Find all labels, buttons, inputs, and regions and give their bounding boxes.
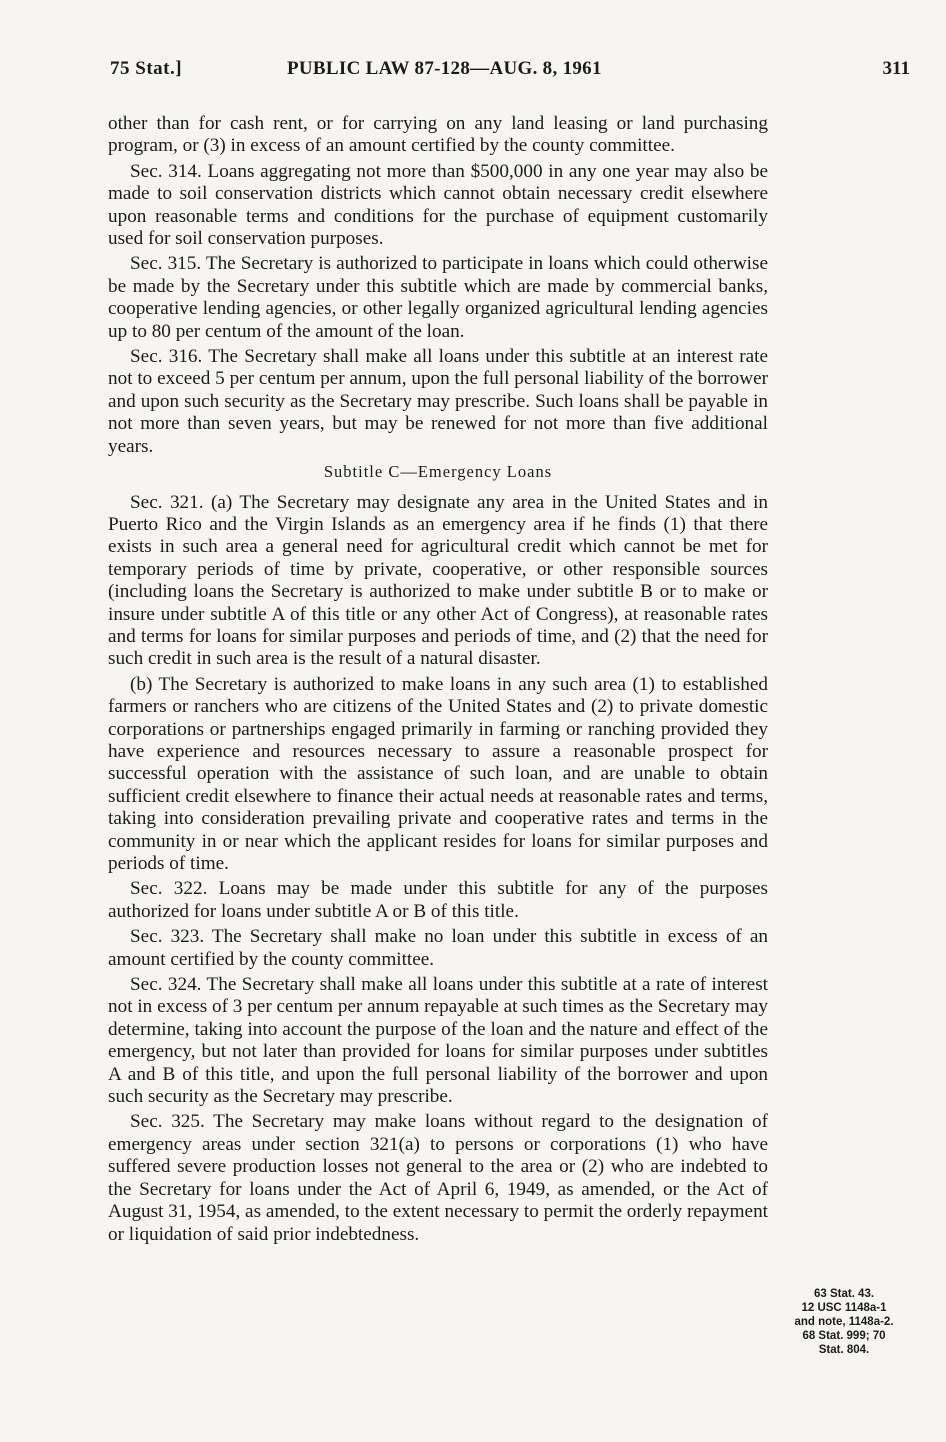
citation-line: and note, 1148a-2. <box>794 1316 894 1328</box>
section-316: Sec. 316. The Secretary shall make all loans under this subtitle at an interest rate not to exceed 5 per centum per annum, upon the full personal liability of the borrower and upon such security as the Secretary may prescribe. Such loans shall be payable in not more than seven years, but may be renewed for not more than five additional years. <box>108 346 768 457</box>
body-text <box>108 113 768 1249</box>
paragraph: other than for cash rent, or for carrying on any land leasing or land purchasing program, or (3) in excess of an amount certified by the county committee. <box>108 113 768 157</box>
section-315: Sec. 315. The Secretary is authorized to participate in loans which could otherwise be made by the Secretary under this subtitle which are made by commercial banks, cooperative lending agencies, or other legally organized agricultural lending agencies up to 80 per centum of the amount of the loan. <box>108 253 768 342</box>
citation-line: 63 Stat. 43. <box>813 1288 875 1300</box>
page-title: PUBLIC LAW 87-128—AUG. 8, 1961 <box>287 58 602 79</box>
margin-citation <box>775 1287 913 1357</box>
section-321b: (b) The Secretary is authorized to make loans in any such area (1) to established farmers or ranchers who are citizens of the United States and (2) to private domestic corporations or partnerships engaged primarily in farming or ranching provided they have experience and resources necessary to assure a reasonable prospect for successful operation with the assistance of such loan, and are unable to obtain sufficient credit elsewhere to finance their actual needs at reasonable rates and terms, taking into consideration prevailing private and cooperative rates and terms in the community in or near which the applicant resides for loans for similar purposes and periods of time. <box>108 673 768 874</box>
page-number: 311 <box>882 58 910 79</box>
citation-line: 68 Stat. 999; 70 <box>802 1330 886 1342</box>
citation-line: Stat. 804. <box>818 1344 870 1356</box>
volume-reference: 75 Stat.] <box>110 58 183 79</box>
section-314: Sec. 314. Loans aggregating not more than $500,000 in any one year may also be made to soil conservation districts which cannot obtain necessary credit elsewhere upon reasonable terms and conditions for the purchase of equipment customarily used for soil conservation purposes. <box>108 160 768 250</box>
page-header <box>110 58 910 90</box>
section-324: Sec. 324. The Secretary shall make all loans under this subtitle at a rate of interest not in excess of 3 per centum per annum repayable at such times as the Secretary may determine, taking into account the purpose of the loan and the nature and effect of the emergency, but not later than provided for loans for similar purposes under subtitles A and B of this title, and upon the full personal liability of the borrower and upon such security as the Secretary may prescribe. <box>108 974 768 1108</box>
section-321a: Sec. 321. (a) The Secretary may designate any area in the United States and in Puerto Rico and the Virgin Islands as an emergency area if he finds (1) that there exists in such area a general need for agricultural credit which cannot be met for temporary periods of time by private, cooperative, or other responsible sources (including loans the Secretary is authorized to make under subtitle B or to make or insure under subtitle A of this title or any other Act of Congress), at reasonable rates and terms for loans for similar purposes and periods of time, and (2) that the need for such credit in such area is the result of a natural disaster. <box>108 491 768 670</box>
subtitle-heading: Subtitle C—Emergency Loans <box>323 462 553 482</box>
section-325: Sec. 325. The Secretary may make loans without regard to the designation of emergency areas under section 321(a) to persons or corporations (1) who have suffered severe production losses not general to the area or (2) who are indebted to the Secretary for loans under the Act of April 6, 1949, as amended, or the Act of August 31, 1954, as amended, to the extent necessary to permit the orderly repayment or liquidation of said prior indebtedness. <box>108 1111 768 1245</box>
section-322: Sec. 322. Loans may be made under this subtitle for any of the purposes authorized for loans under subtitle A or B of this title. <box>108 878 768 922</box>
citation-line: 12 USC 1148a-1 <box>801 1302 887 1314</box>
section-323: Sec. 323. The Secretary shall make no loan under this subtitle in excess of an amount certified by the county committee. <box>108 926 768 970</box>
